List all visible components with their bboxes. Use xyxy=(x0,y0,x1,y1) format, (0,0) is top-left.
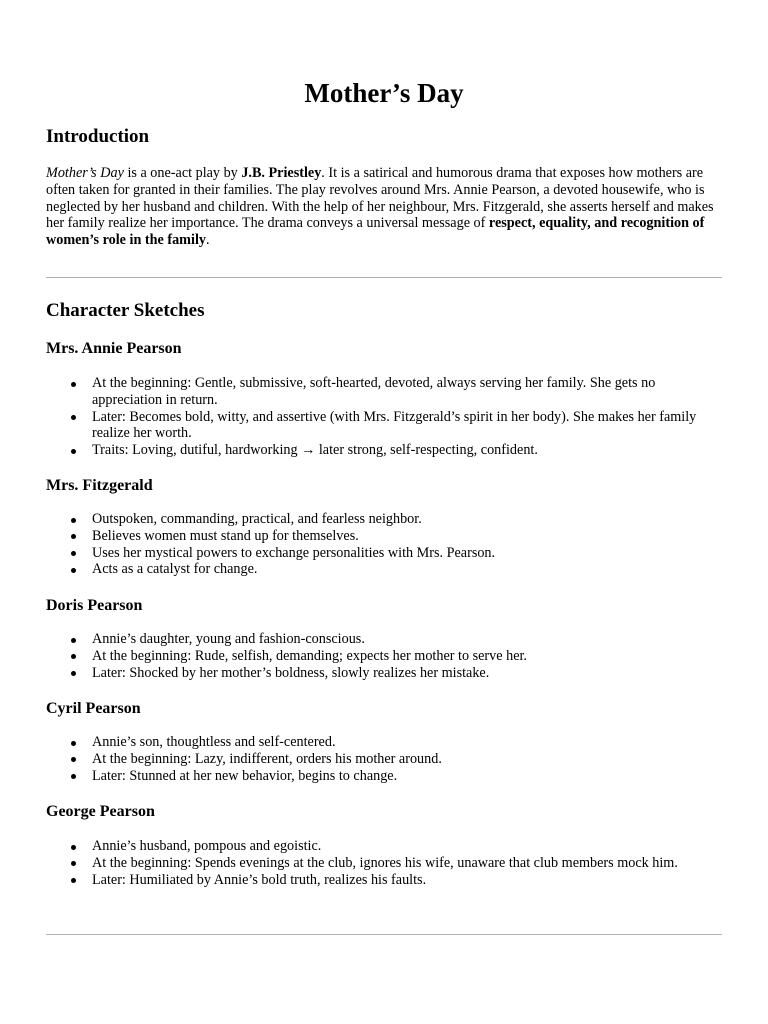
list-item: At the beginning: Gentle, submissive, soft-hearted, devoted, always serving her family. She gets no appreciation in return. xyxy=(92,375,722,409)
bullet-icon xyxy=(71,534,76,539)
list-item: At the beginning: Spends evenings at the club, ignores his wife, unaware that club members mock him. xyxy=(92,855,722,872)
introduction-heading: Introduction xyxy=(46,126,150,147)
bullet-icon xyxy=(71,671,76,676)
bullet-icon xyxy=(71,757,76,762)
character-points-annie xyxy=(46,375,722,459)
intro-text-2: . It is a satirical and humorous drama that exposes how mothers are often taken for granted in their families. The play revolves around Mrs. Annie Pearson, a devoted housewife, who is neglected by her husband and children. With the help of her neighbour, Mrs. Fitzgerald, she asserts herself and makes her family realize her importance. The drama conveys a universal message of xyxy=(46,165,714,232)
character-points-doris xyxy=(46,631,722,681)
character-points-fitzgerald xyxy=(46,511,722,578)
bullet-icon xyxy=(71,638,76,643)
bullet-icon xyxy=(71,845,76,850)
list-item: Acts as a catalyst for change. xyxy=(92,561,722,578)
character-points-george xyxy=(46,838,722,888)
list-item: Believes women must stand up for themselves. xyxy=(92,528,722,545)
intro-text-1: is a one-act play by xyxy=(123,165,242,181)
section-divider xyxy=(46,277,722,278)
bullet-icon xyxy=(71,878,76,883)
bullet-icon xyxy=(71,568,76,573)
bullet-icon xyxy=(71,861,76,866)
intro-author: J.B. Priestley xyxy=(241,165,322,181)
introduction-paragraph xyxy=(46,165,722,249)
list-item: Later: Shocked by her mother’s boldness, slowly realizes her mistake. xyxy=(92,665,722,682)
bullet-icon xyxy=(71,518,76,523)
intro-text-end: . xyxy=(205,232,210,249)
list-item: Outspoken, commanding, practical, and fearless neighbor. xyxy=(92,511,722,528)
list-item: Annie’s husband, pompous and egoistic. xyxy=(92,838,722,855)
list-item: Uses her mystical powers to exchange personalities with Mrs. Pearson. xyxy=(92,545,722,562)
list-item: Later: Humiliated by Annie’s bold truth, realizes his faults. xyxy=(92,872,722,889)
character-points-cyril xyxy=(46,734,722,784)
intro-message: respect, equality, and recognition of women’s role in the family xyxy=(46,215,705,249)
list-item: Traits: Loving, dutiful, hardworking → later strong, self-respecting, confident. xyxy=(92,442,722,459)
character-name-fitzgerald: Mrs. Fitzgerald xyxy=(46,477,153,494)
bullet-icon xyxy=(71,774,76,779)
bullet-icon xyxy=(71,654,76,659)
list-item: Annie’s son, thoughtless and self-centered. xyxy=(92,734,722,751)
character-name-doris: Doris Pearson xyxy=(46,597,143,614)
section-divider-bottom xyxy=(46,934,722,935)
character-name-cyril: Cyril Pearson xyxy=(46,700,141,717)
list-item: Later: Stunned at her new behavior, begins to change. xyxy=(92,768,722,785)
character-name-george: George Pearson xyxy=(46,803,155,820)
list-item: At the beginning: Lazy, indifferent, orders his mother around. xyxy=(92,751,722,768)
bullet-icon xyxy=(71,382,76,387)
bullet-icon xyxy=(71,449,76,454)
character-name-annie: Mrs. Annie Pearson xyxy=(46,340,182,357)
list-item: Annie’s daughter, young and fashion-conscious. xyxy=(92,631,722,648)
intro-play-title: Mother’s Day xyxy=(46,165,124,181)
document-title: Mother’s Day xyxy=(304,78,464,108)
bullet-icon xyxy=(71,741,76,746)
list-item: Later: Becomes bold, witty, and assertive (with Mrs. Fitzgerald’s spirit in her body). She makes her family realize her worth. xyxy=(92,409,722,443)
bullet-icon xyxy=(71,551,76,556)
character-sketches-heading: Character Sketches xyxy=(46,300,205,321)
list-item: At the beginning: Rude, selfish, demanding; expects her mother to serve her. xyxy=(92,648,722,665)
bullet-icon xyxy=(71,415,76,420)
